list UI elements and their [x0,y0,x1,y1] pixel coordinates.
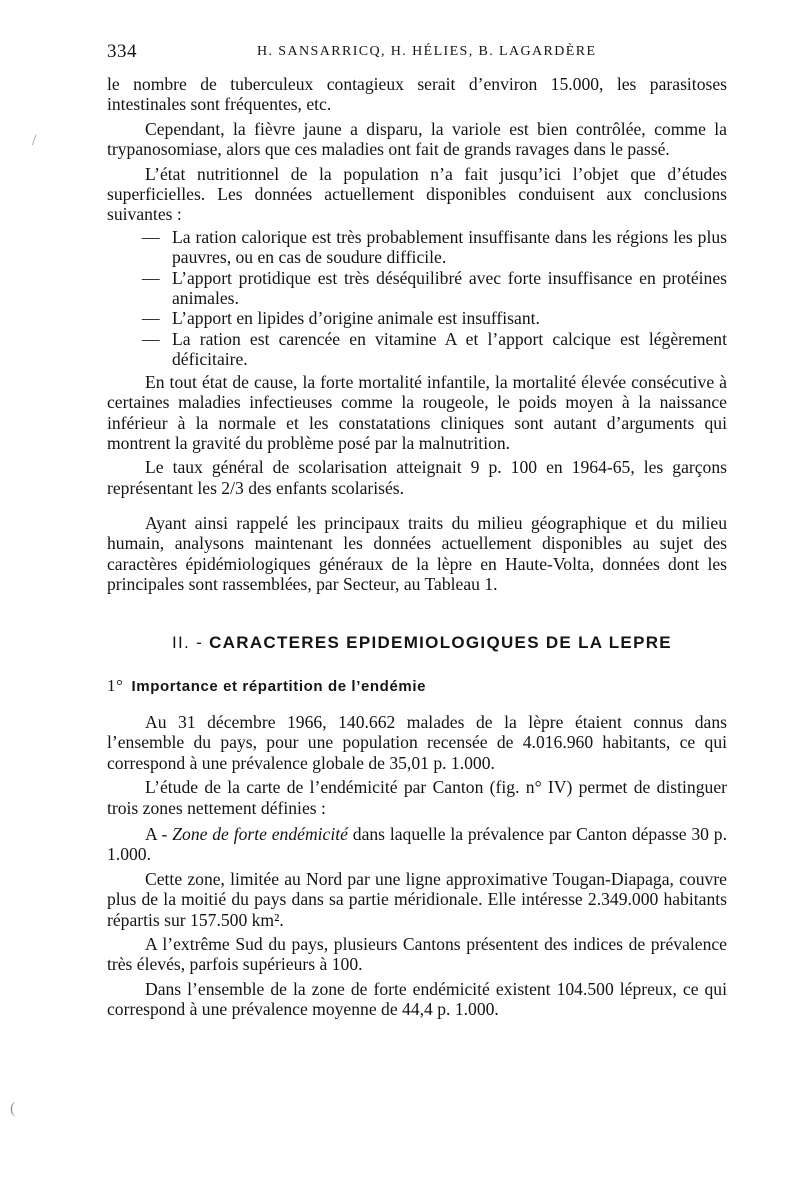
text-block-1 [107,74,727,498]
list-item: — La ration calorique est très probablement insuffisante dans les régions les plus pauvres, ou en cas de soudure difficile. [172,227,727,268]
text-block-2 [107,513,727,595]
paragraph: Cependant, la fièvre jaune a disparu, la variole est bien contrôlée, comme la trypanosomiase, alors que ces maladies ont fait de grands ravages dans le passé. [107,118,727,160]
section-number: II. - [172,633,204,652]
zone-title: Zone de forte endémicité [172,824,348,844]
list-item: — L’apport protidique est très déséquilibré avec forte insuffisance en protéines animales. [172,268,727,309]
paragraph: Le taux général de scolarisation atteignait 9 p. 100 en 1964-65, les garçons représentant les 2/3 des enfants scolarisés. [107,457,727,498]
section-heading [172,633,732,653]
page-number: 334 [107,41,137,62]
paragraph: Cette zone, limitée au Nord par une ligne approximative Tougan-Diapaga, couvre plus de la moitié du pays dans sa partie méridionale. Elle intéresse 2.349.000 habitants répartis sur 157.500 km². [107,868,727,930]
running-head [107,41,727,65]
conclusions-list [107,227,727,370]
zone-paragraph [107,824,727,865]
margin-mark-tick: ( [10,1100,16,1117]
text-block-4 [107,824,727,1020]
paragraph: L’état nutritionnel de la population n’a fait jusqu’ici l’objet que d’études superficielles. Les données actuellement disponibles conduisent aux conclusions suivantes : [107,163,727,225]
paragraph: Ayant ainsi rappelé les principaux traits du milieu géographique et du milieu humain, analysons maintenant les données actuellement disponibles au sujet des caractères épidémiologiques généraux de la lèpre en Haute-Volta, données dont les principales sont rassemblées, par Secteur, au Tableau 1. [107,513,727,595]
section-title: CARACTERES EPIDEMIOLOGIQUES DE LA LEPRE [209,633,672,652]
text-block-3 [107,712,727,818]
paragraph: En tout état de cause, la forte mortalité infantile, la mortalité élevée consécutive à certaines maladies infectieuses comme la rougeole, le poids moyen à la naissance inférieur à la normale et les constatations cliniques sont autant d’arguments qui montrent la gravité du problème posé par la malnutrition. [107,371,727,453]
zone-prefix: A - [145,824,168,844]
running-head-authors: H. SANSARRICQ, H. HÉLIES, B. LAGARDÈRE [257,44,597,59]
paragraph: L’étude de la carte de l’endémicité par Canton (fig. n° IV) permet de distinguer trois zones nettement définies : [107,777,727,818]
paragraph: le nombre de tuberculeux contagieux serait d’environ 15.000, les parasitoses intestinales sont fréquentes, etc. [107,74,727,115]
paragraph: A l’extrême Sud du pays, plusieurs Cantons présentent des indices de prévalence très élevés, parfois supérieurs à 100. [107,934,727,975]
subsection-title: Importance et répartition de l’endémie [131,678,427,695]
margin-mark-slash: / [32,132,37,149]
paragraph: Dans l’ensemble de la zone de forte endémicité existent 104.500 lépreux, ce qui correspond à une prévalence moyenne de 44,4 p. 1.000. [107,978,727,1020]
subsection-number: 1° [107,676,124,695]
paragraph: Au 31 décembre 1966, 140.662 malades de la lèpre étaient connus dans l’ensemble du pays, pour une population recensée de 4.016.960 habitants, ce qui correspond à une prévalence globale de 35,01 p. 1.000. [107,712,727,773]
zone-rest: dans laquelle la prévalence par Canton dépasse 30 p. 1.000. [107,824,727,865]
list-item: — L’apport en lipides d’origine animale est insuffisant. [172,308,727,328]
list-item: — La ration est carencée en vitamine A et l’apport calcique est légèrement déficitaire. [172,329,727,370]
subsection-heading [107,676,426,696]
